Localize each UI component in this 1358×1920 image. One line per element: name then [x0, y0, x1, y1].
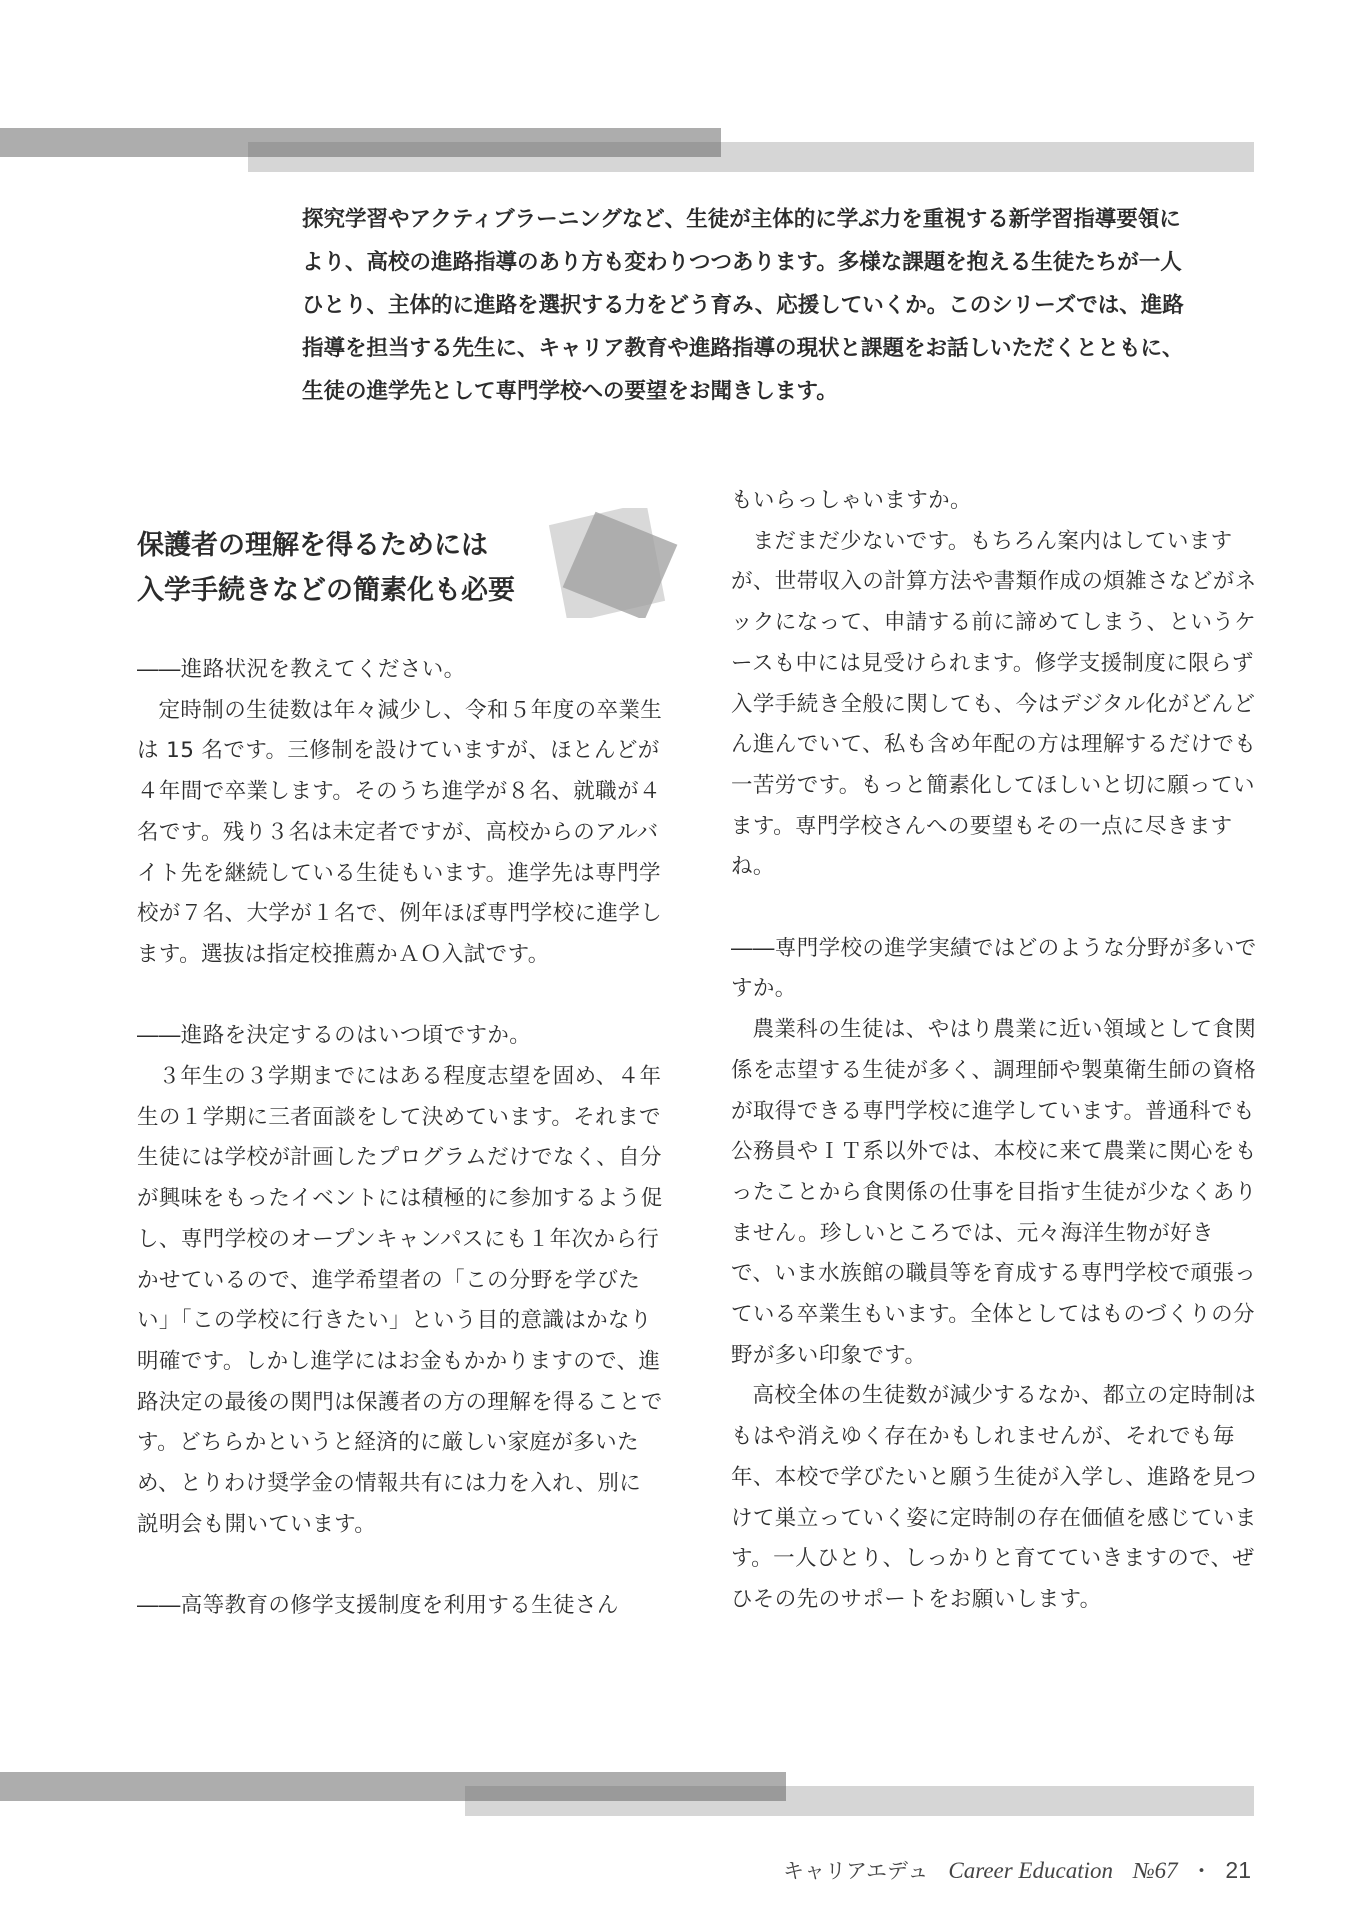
- paragraph-gap: [137, 1545, 663, 1586]
- bottom-bar-dark-overlap: [465, 1786, 786, 1801]
- intro-lead: 探究学習やアクティブラーニングなど、生徒が主体的に学ぶ力を重視する新学習指導要領により、高校の進路指導のあり方も変わりつつあります。多様な課題を抱える生徒たちが一人ひとり、主体的に進路を選択する力をどう育み、応援していくか。このシリーズでは、進路指導を担当する先生に、キャリア教育や進路指導の現状と課題をお話しいただくとともに、生徒の進学先として専門学校への要望をお聞きします。: [302, 207, 1184, 404]
- footer-magazine-en: Career Education: [948, 1858, 1113, 1883]
- paragraph-gap: [731, 888, 1257, 929]
- question-3-continued: もいらっしゃいますか。: [731, 488, 972, 513]
- answer-4: 農業科の生徒は、やはり農業に近い領域として食関係を志望する生徒が多く、調理師や製菓衛生師の資格が取得できる専門学校に進学しています。普通科でも公務員やＩＴ系以外では、本校に来て農業に関心をもったことから食関係の仕事を目指す生徒が少なくありません。珍しいところでは、元々海洋生物が好きで、いま水族館の職員等を育成する専門学校で頑張っている卒業生もいます。全体としてはものづくりの分野が多い印象です。: [731, 1017, 1257, 1368]
- right-column: [731, 481, 1257, 1621]
- footer-separator: ・: [1191, 1859, 1213, 1883]
- paragraph-gap: [137, 976, 663, 1017]
- answer-3: まだまだ少ないです。もちろん案内はしていますが、世帯収入の計算方法や書類作成の煩雑さなどがネックになって、申請する前に諦めてしまう、というケースも中には見受けられます。修学支援制度に限らず入学手続き全般に関しても、今はデジタル化がどんどん進んでいて、私も含め年配の方は理解するだけでも一苦労です。もっと簡素化してほしいと切に願っています。専門学校さんへの要望もその一点に尽きますね。: [731, 528, 1257, 880]
- answer-5: 高校全体の生徒数が減少するなか、都立の定時制はもはや消えゆく存在かもしれませんが、それでも毎年、本校で学びたいと願う生徒が入学し、進路を見つけて巣立っていく姿に定時制の存在価値を感じています。一人ひとり、しっかりと育てていきますので、ぜひその先のサポートをお願いします。: [731, 1383, 1257, 1612]
- question-2: ――進路を決定するのはいつ頃ですか。: [137, 1023, 532, 1049]
- question-1: ――進路状況を教えてください。: [137, 657, 466, 682]
- question-4: ――専門学校の進学実績ではどのような分野が多いですか。: [731, 935, 1257, 1002]
- answer-1: 定時制の生徒数は年々減少し、令和５年度の卒業生は 15 名です。三修制を設けていますが、ほとんどが４年間で卒業します。そのうち進学が８名、就職が４名です。残り３名は未定者ですが、高校からのアルバイト先を継続している生徒もいます。進学先は専門学校が７名、大学が１名で、例年ほぼ専門学校に進学します。選抜は指定校推薦かＡＯ入試です。: [137, 697, 663, 967]
- top-bar-dark-overlap: [248, 142, 721, 157]
- section-heading-line1: 保護者の理解を得るためには: [137, 530, 488, 561]
- footer-magazine-ja: キャリアエデュ: [783, 1859, 929, 1883]
- answer-2: ３年生の３学期までにはある程度志望を固め、４年生の１学期に三者面談をして決めています。それまで生徒には学校が計画したプログラムだけでなく、自分が興味をもったイベントには積極的に参加するよう促し、専門学校のオープンキャンパスにも１年次から行かせているので、進学希望者の「この分野を学びたい」「この学校に行きたい」という目的意識はかなり明確です。しかし進学にはお金もかかりますので、進路決定の最後の関門は保護者の方の理解を得ることです。どちらかというと経済的に厳しい家庭が多いため、とりわけ奨学金の情報共有には力を入れ、別に説明会も開いています。: [137, 1064, 663, 1537]
- section-heading: [137, 523, 557, 613]
- section-heading-line2: 入学手続きなどの簡素化も必要: [137, 575, 515, 606]
- page-footer: [783, 1855, 1251, 1885]
- footer-issue: №67: [1133, 1858, 1178, 1883]
- footer-page-number: 21: [1225, 1857, 1251, 1883]
- left-column: [137, 650, 663, 1627]
- question-3: ――高等教育の修学支援制度を利用する生徒さん: [137, 1593, 619, 1619]
